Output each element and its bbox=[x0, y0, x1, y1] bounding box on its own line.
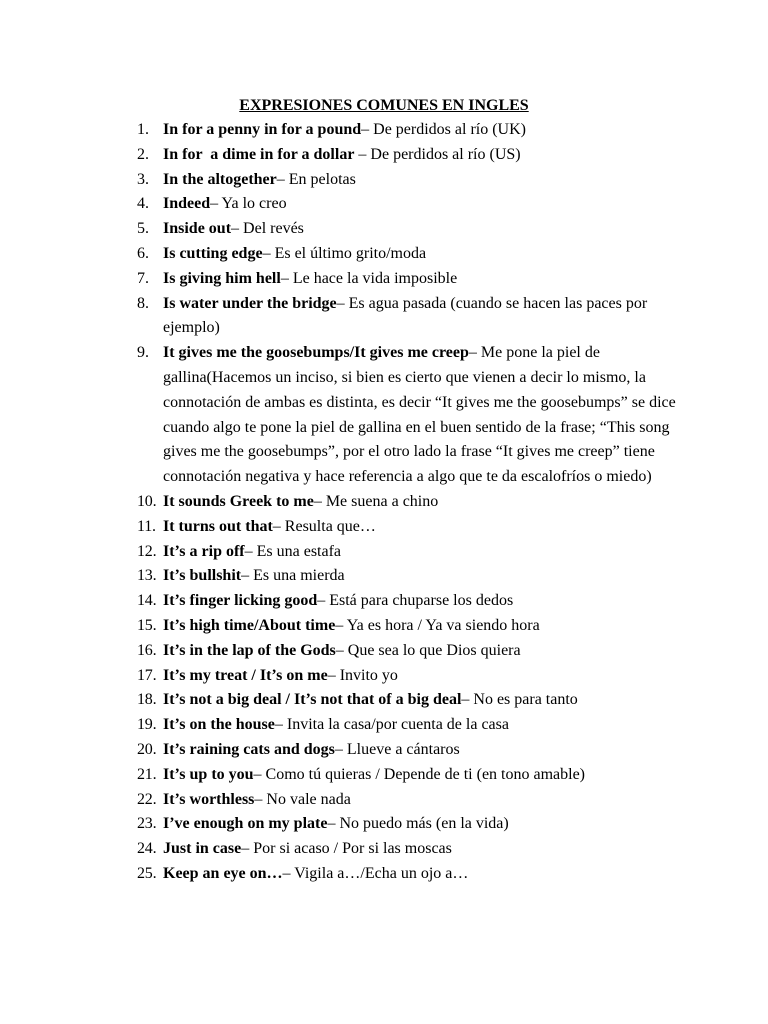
list-item bbox=[137, 341, 677, 490]
item-number: 1. bbox=[137, 121, 149, 138]
expression-term: In for a dime in for a dollar bbox=[163, 145, 355, 163]
expression-term: It’s worthless bbox=[163, 790, 255, 808]
list-item bbox=[137, 837, 677, 862]
expression-term: Is giving him hell bbox=[163, 269, 281, 287]
page-title: EXPRESIONES COMUNES EN INGLES bbox=[239, 97, 529, 114]
expression-definition: – De perdidos al río (US) bbox=[354, 145, 521, 163]
list-item bbox=[137, 192, 677, 217]
expression-definition: – Invito yo bbox=[327, 666, 398, 684]
expression-definition: – No puedo más (en la vida) bbox=[327, 815, 509, 833]
list-item bbox=[137, 614, 677, 639]
item-number: 3. bbox=[137, 170, 149, 188]
list-item bbox=[137, 267, 677, 292]
expression-definition: – Vigila a…/Echa un ojo a… bbox=[282, 864, 469, 882]
list-item bbox=[137, 738, 677, 763]
expression-definition: – Está para chuparse los dedos bbox=[317, 592, 514, 610]
expression-term: It’s not a big deal / It’s not that of a big deal bbox=[163, 691, 462, 709]
expression-definition: – Le hace la vida imposible bbox=[280, 269, 458, 287]
expression-term: It sounds Greek to me bbox=[163, 492, 314, 510]
item-number: 10. bbox=[137, 492, 157, 510]
list-item bbox=[137, 242, 677, 267]
item-number: 23. bbox=[137, 815, 157, 833]
item-number: 16. bbox=[137, 641, 157, 659]
item-number: 9. bbox=[137, 344, 149, 362]
expression-definition: – Por si acaso / Por si las moscas bbox=[241, 840, 452, 858]
item-number: 19. bbox=[137, 716, 157, 734]
expression-definition: – En pelotas bbox=[276, 170, 356, 188]
expression-term: Is water under the bridge bbox=[163, 294, 337, 312]
item-number: 2. bbox=[137, 145, 149, 163]
expression-definition: – Resulta que… bbox=[272, 517, 376, 535]
list-item bbox=[137, 292, 677, 342]
expression-term: It’s up to you bbox=[163, 765, 254, 783]
list-item bbox=[137, 564, 677, 589]
expression-definition: – No vale nada bbox=[254, 790, 351, 808]
list-item bbox=[137, 812, 677, 837]
list-item bbox=[137, 168, 677, 193]
expression-term: It turns out that bbox=[163, 517, 273, 535]
expression-definition: – Me suena a chino bbox=[313, 492, 439, 510]
item-number: 22. bbox=[137, 790, 157, 808]
list-item bbox=[137, 589, 677, 614]
expression-term: It’s my treat / It’s on me bbox=[163, 666, 328, 684]
expression-definition: – Me pone la piel de gallina(Hacemos un inciso, si bien es cierto que vienen a decir lo mismo, la connotación de ambas es distinta, es decir “It gives me the goosebumps” se dice cuando algo te pone la piel de gallina en el buen sentido de la frase; “This song gives me the goosebumps”, por el otro lado la frase “It gives me creep” tiene connotación negativa y hace referencia a algo que te da escalofríos o miedo) bbox=[163, 344, 676, 486]
expression-definition: – Llueve a cántaros bbox=[334, 740, 460, 758]
expression-definition: – Que sea lo que Dios quiera bbox=[335, 641, 521, 659]
expression-term: It’s a rip off bbox=[163, 542, 245, 560]
expression-definition: – Es una estafa bbox=[244, 542, 342, 560]
expression-definition: – Ya es hora / Ya va siendo hora bbox=[335, 616, 540, 634]
expression-definition: – Es agua pasada (cuando se hacen las paces por ejemplo) bbox=[163, 294, 648, 337]
expression-term: Just in case bbox=[163, 840, 242, 858]
expression-definition: – Como tú quieras / Depende de ti (en tono amable) bbox=[253, 765, 586, 783]
expression-term: It’s high time/About time bbox=[163, 616, 336, 634]
expression-term: It gives me the goosebumps/It gives me creep bbox=[163, 344, 469, 362]
item-number: 20. bbox=[137, 740, 157, 758]
item-number: 14. bbox=[137, 592, 157, 610]
item-number: 13. bbox=[137, 567, 157, 585]
list-item bbox=[137, 763, 677, 788]
expression-term: In for a penny in for a pound bbox=[163, 121, 362, 138]
expression-term: Indeed bbox=[163, 195, 211, 213]
expression-definition: – De perdidos al río (UK) bbox=[361, 121, 526, 138]
list-item bbox=[137, 788, 677, 813]
expression-definition: – No es para tanto bbox=[461, 691, 578, 709]
expression-term: It’s bullshit bbox=[163, 567, 242, 585]
list-item bbox=[137, 639, 677, 664]
expression-term: It’s in the lap of the Gods bbox=[163, 641, 336, 659]
expression-definition: – Ya lo creo bbox=[210, 195, 287, 213]
item-number: 11. bbox=[137, 517, 156, 535]
list-item bbox=[137, 713, 677, 738]
list-item bbox=[137, 862, 677, 887]
expression-term: It’s on the house bbox=[163, 716, 275, 734]
item-number: 18. bbox=[137, 691, 157, 709]
list-item bbox=[137, 664, 677, 689]
expression-term: It’s finger licking good bbox=[163, 592, 318, 610]
item-number: 15. bbox=[137, 616, 157, 634]
list-item bbox=[137, 118, 677, 143]
expression-term: Inside out bbox=[163, 220, 232, 238]
list-item bbox=[137, 515, 677, 540]
expression-definition: – Es el último grito/moda bbox=[262, 244, 427, 262]
expression-term: In the altogether bbox=[163, 170, 277, 188]
item-number: 5. bbox=[137, 220, 149, 238]
expression-term: Keep an eye on… bbox=[163, 864, 283, 882]
item-number: 7. bbox=[137, 269, 149, 287]
expression-term: Is cutting edge bbox=[163, 244, 263, 262]
expression-definition: – Es una mierda bbox=[241, 567, 345, 585]
item-number: 24. bbox=[137, 840, 157, 858]
expression-term: I’ve enough on my plate bbox=[163, 815, 328, 833]
list-item bbox=[137, 217, 677, 242]
expression-term: It’s raining cats and dogs bbox=[163, 740, 335, 758]
list-item bbox=[137, 143, 677, 168]
expression-definition: – Del revés bbox=[231, 220, 304, 238]
expression-list bbox=[137, 118, 677, 887]
item-number: 12. bbox=[137, 542, 157, 560]
item-number: 21. bbox=[137, 765, 157, 783]
item-number: 4. bbox=[137, 195, 149, 213]
item-number: 8. bbox=[137, 294, 149, 312]
list-item bbox=[137, 688, 677, 713]
item-number: 25. bbox=[137, 864, 157, 882]
expression-definition: – Invita la casa/por cuenta de la casa bbox=[274, 716, 509, 734]
item-number: 17. bbox=[137, 666, 157, 684]
item-number: 6. bbox=[137, 244, 149, 262]
list-item bbox=[137, 490, 677, 515]
list-item bbox=[137, 540, 677, 565]
